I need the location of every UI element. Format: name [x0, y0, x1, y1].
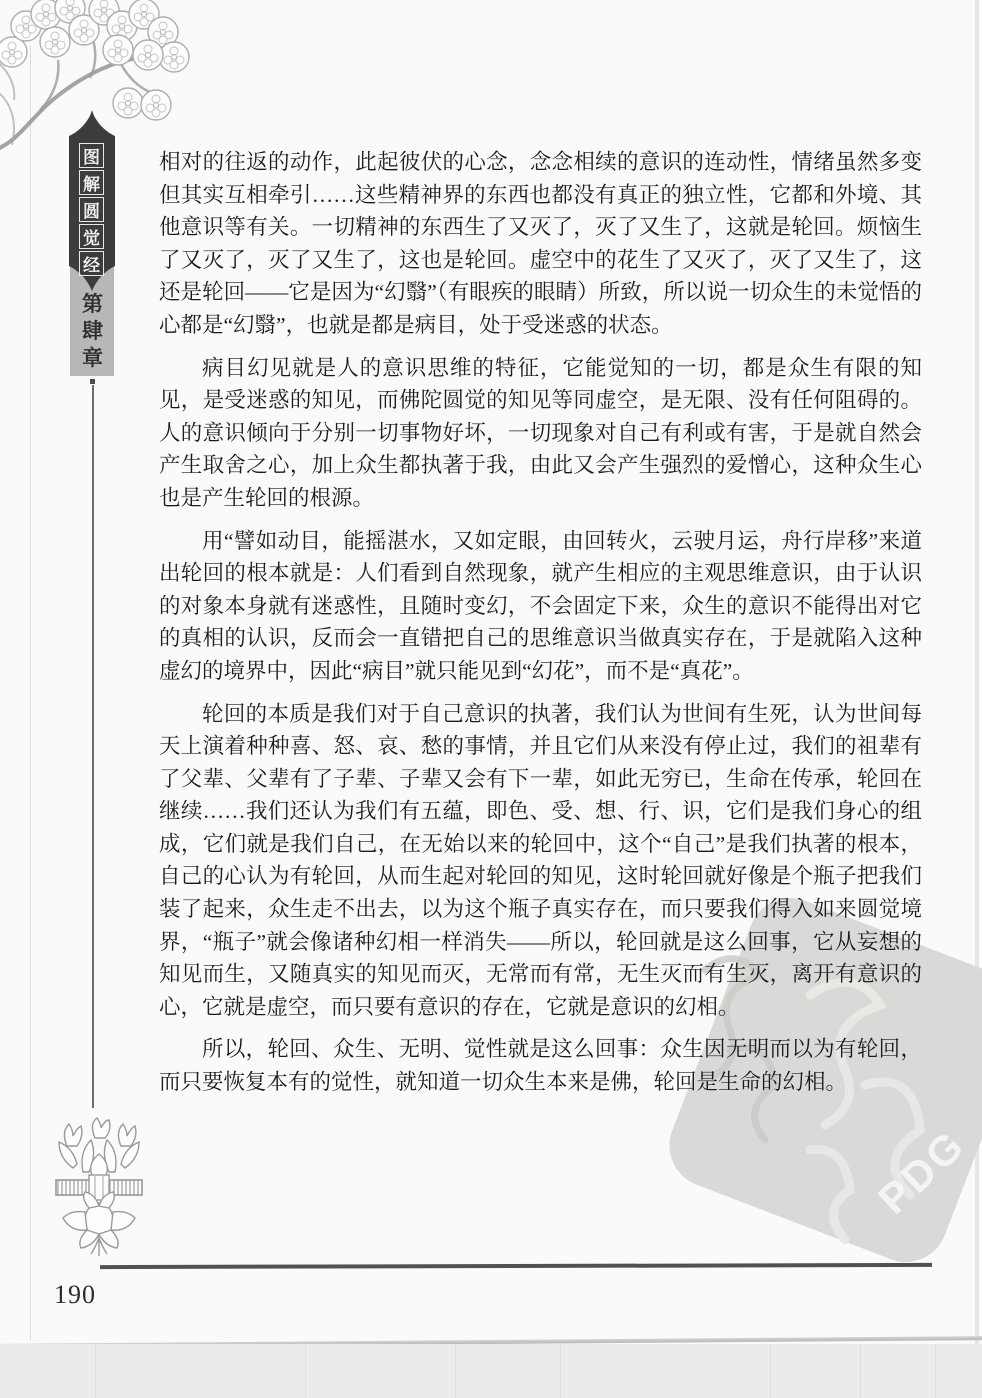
margin-vertical-line	[92, 385, 94, 1108]
series-title-char: 解	[79, 170, 104, 195]
chapter-char: 肆	[82, 319, 103, 343]
paragraph: 所以，轮回、众生、无明、觉性就是这么回事：众生因无明而以为有轮回，而只要恢复本有的觉性，就知道一切众生本来是佛，轮回是生命的幻相。	[159, 1037, 922, 1095]
series-title-char: 圆	[79, 197, 104, 222]
pdg-watermark-label: PDG	[869, 1120, 975, 1223]
paragraph: 用“譬如动目，能摇湛水，又如定眼，由回转火，云驶月运，舟行岸移”来道出轮回的根本就是：人们看到自然现象，就产生相应的主观思维意识，由于认识的对象本身就有迷惑性，且随时变幻，不会固定下来，众生的意识不能得出对它的真相的认识，反而会一直错把自己的思维意识当做真实存在，于是就陷入这种虚幻的境界中，因此“病目”就只能见到“幻花”，而不是“真花”。	[159, 528, 922, 683]
page-gutter-line	[30, 45, 31, 1340]
series-title-vertical	[79, 143, 106, 278]
paragraph: 相对的往返的动作，此起彼伏的心念，念念相续的意识的连动性，情绪虽然多变但其实互相牵引……这些精神界的东西也都没有真正的独立性，它都和外境、其他意识等有关。一切精神的东西生了又灭了，灭了又生了，这就是轮回。烦恼生了又灭了，灭了又生了，这也是轮回。虚空中的花生了又灭了，灭了又生了，这还是轮回——它是因为“幻翳”（有眼疾的眼睛）所致，所以说一切众生的未觉悟的心都是“幻翳”，也就是都是病目，处于受迷惑的状态。	[159, 150, 922, 337]
scan-background-strip	[0, 1344, 982, 1398]
chapter-char: 章	[82, 346, 103, 370]
series-title-char: 图	[79, 143, 104, 168]
chapter-label-vertical	[80, 289, 105, 370]
footer-rule	[100, 1263, 932, 1269]
paragraph: 病目幻见就是人的意识思维的特征，它能觉知的一切，都是众生有限的知见，是受迷惑的知见，而佛陀圆觉的知见等同虚空，是无限、没有任何阻碍的。人的意识倾向于分别一切事物好坏，一切现象对自己有利或有害，于是就自然会产生取舍之心，加上众生都执著于我，由此又会产生强烈的爱憎心，这种众生心也是产生轮回的根源。	[159, 355, 922, 510]
series-title-char: 经	[79, 251, 104, 276]
lotus-illustration	[53, 1116, 145, 1258]
page-number: 190	[54, 1280, 96, 1309]
chapter-char: 第	[82, 292, 103, 316]
series-title-char: 觉	[79, 224, 104, 249]
paragraph: 轮回的本质是我们对于自己意识的执著，我们认为世间有生死，认为世间每天上演着种种喜、怒、哀、愁的事情，并且它们从来没有停止过，我们的祖辈有了父辈、父辈有了子辈、子辈又会有下一辈，如此无穷已，生命在传承，轮回在继续……我们还认为我们有五蕴，即色、受、想、行、识，它们是我们身心的组成，它们就是我们自己，在无始以来的轮回中，这个“自己”是我们执著的根本，自己的心认为有轮回，从而生起对轮回的知见，这时轮回就好像是个瓶子把我们装了起来，众生走不出去，以为这个瓶子真实存在，而只要我们得入如来圆觉境界，“瓶子”就会像诸种幻相一样消失——所以，轮回就是这么回事，它从妄想的知见而生，又随真实的知见而灭，无常而有常，无生灭而有生灭，离开有意识的心，它就是虚空，而只要有意识的存在，它就是意识的幻相。	[159, 701, 922, 1019]
margin-line-dot	[90, 379, 95, 384]
body-text	[159, 146, 922, 1109]
